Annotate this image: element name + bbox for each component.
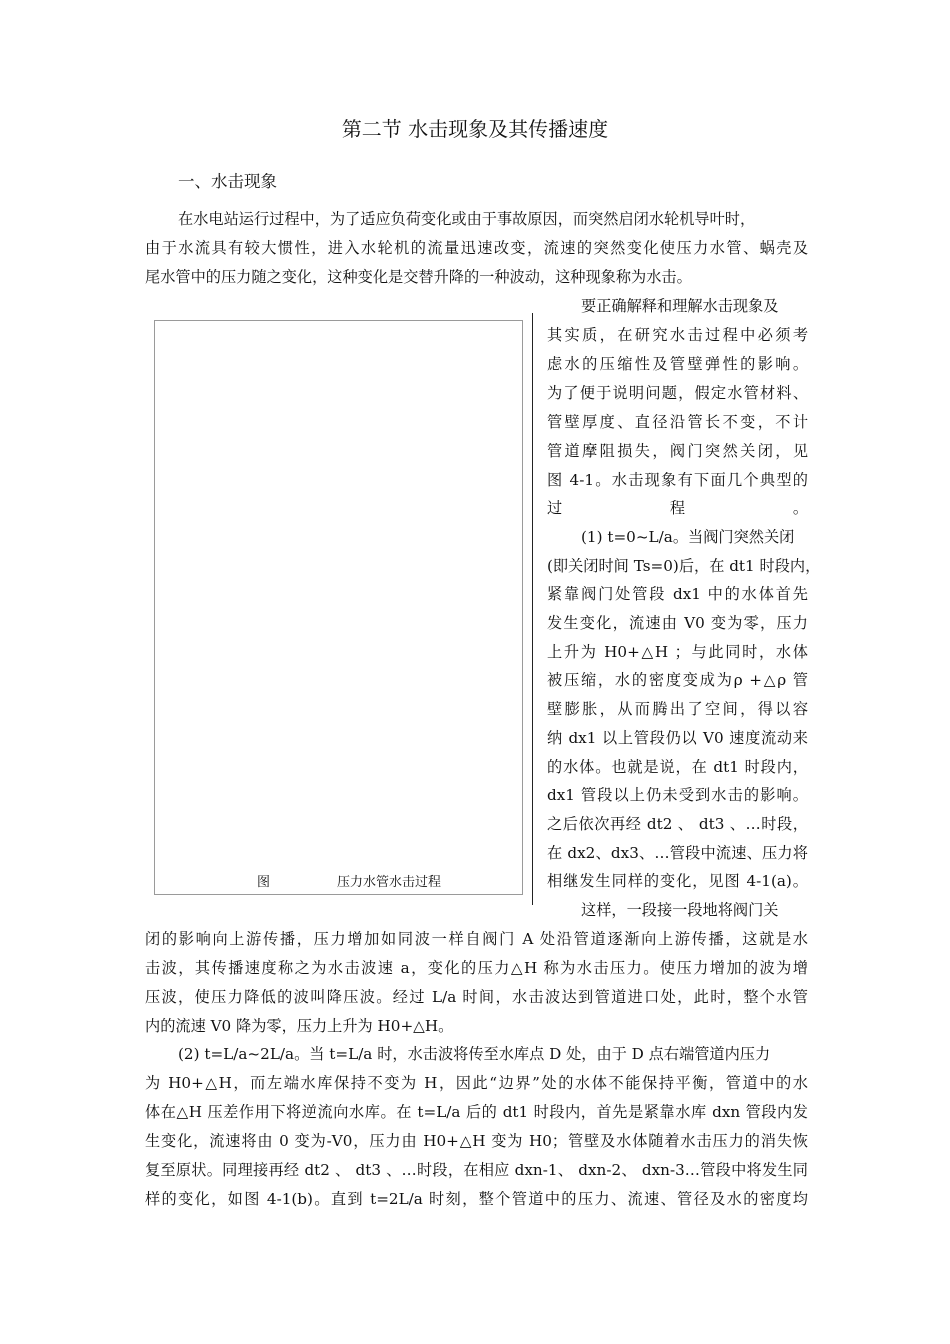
text-line: 体在△H 压差作用下将逆流向水库。在 t=L/a 后的 dt1 时段内，首先是紧靠水库 dxn 管段内发 (145, 1103, 808, 1121)
column-divider (532, 313, 533, 905)
text-line: 管壁厚度、直径沿管长不变，不计 (547, 413, 808, 431)
text-line: 虑水的压缩性及管壁弹性的影响。 (547, 355, 808, 373)
text-line: 为了便于说明问题，假定水管材料、 (547, 384, 808, 402)
text-line: dx1 管段以上仍未受到水击的影响。 (547, 786, 808, 804)
text-line: (即关闭时间 Ts=0)后，在 dt1 时段内， (547, 557, 821, 575)
text-line: 样的变化，如图 4-1(b)。直到 t=2L/a 时刻，整个管道中的压力、流速、管径及水的密度均 (145, 1190, 808, 1208)
text-line: 闭的影响向上游传播，压力增加如同波一样自阀门 A 处沿管道逐渐向上游传播，这就是水 (145, 930, 808, 948)
text-line: 生变化，流速将由 0 变为-V0，压力由 H0+△H 变为 H0；管壁及水体随着水击压力的消失恢 (145, 1132, 808, 1150)
text-line: 壁膨胀，从而腾出了空间，得以容 (547, 700, 808, 718)
text-line: 的水体。也就是说，在 dt1 时段内， (547, 758, 808, 776)
figure-label: 图 (257, 875, 271, 890)
text-line: 发生变化，流速由 V0 变为零，压力 (547, 614, 808, 632)
figure-placeholder (154, 320, 523, 895)
text-line: (1) t=0~L/a。当阀门突然关闭 (581, 528, 795, 546)
figure-title: 压力水管水击过程 (337, 875, 442, 890)
text-line: 紧靠阀门处管段 dx1 中的水体首先 (547, 585, 808, 603)
text-line: 图 4-1。水击现象有下面几个典型的 (547, 471, 808, 489)
text-line: 压波，使压力降低的波叫降压波。经过 L/a 时间，水击波达到管道进口处，此时，整个水管 (145, 988, 808, 1006)
text-line: 在 dx2、dx3、…管段中流速、压力将 (547, 844, 808, 862)
section-title: 第二节 水击现象及其传播速度 (341, 117, 609, 141)
text-line: 为 H0+△H，而左端水库保持不变为 H，因此“边界”处的水体不能保持平衡，管道中的水 (145, 1074, 808, 1092)
text-line: 在水电站运行过程中，为了适应负荷变化或由于事故原因，而突然启闭水轮机导叶时， (178, 210, 756, 228)
text-line: 纳 dx1 以上管段仍以 V0 速度流动来 (547, 729, 808, 747)
text-line: 这样，一段接一段地将阀门关 (581, 901, 779, 919)
text-line: 击波，其传播速度称之为水击波速 a，变化的压力△H 称为水击压力。使压力增加的波为增 (145, 959, 808, 977)
text-line: 管道摩阻损失，阀门突然关闭，见 (547, 442, 808, 460)
text-line: (2) t=L/a~2L/a。当 t=L/a 时，水击波将传至水库点 D 处，由于 D 点右端管道内压力 (178, 1045, 771, 1063)
text-line: 要正确解释和理解水击现象及 (581, 297, 779, 315)
text-line: 内的流速 V0 降为零，压力上升为 H0+△H。 (145, 1017, 454, 1035)
text-line: 其实质，在研究水击过程中必须考 (547, 326, 808, 344)
text-line: 之后依次再经 dt2 、 dt3 、…时段， (547, 815, 808, 833)
text-line: 复至原状。同理接再经 dt2 、 dt3 、…时段，在相应 dxn-1、 dxn-2、 dxn-3…管段中将发生同 (145, 1161, 808, 1179)
subsection-title: 一、水击现象 (178, 172, 277, 191)
text-line: 被压缩，水的密度变成为ρ +△ρ 管 (547, 671, 808, 689)
text-line: 尾水管中的压力随之变化，这种变化是交替升降的一种波动，这种现象称为水击。 (145, 268, 692, 286)
text-line: 上升为 H0+△H ；与此同时，水体 (547, 643, 808, 661)
text-line: 由于水流具有较大惯性，进入水轮机的流量迅速改变，流速的突然变化使压力水管、蜗壳及 (145, 239, 808, 257)
text-line: 过程。 (547, 499, 808, 517)
text-line: 相继发生同样的变化，见图 4-1(a)。 (547, 872, 808, 890)
